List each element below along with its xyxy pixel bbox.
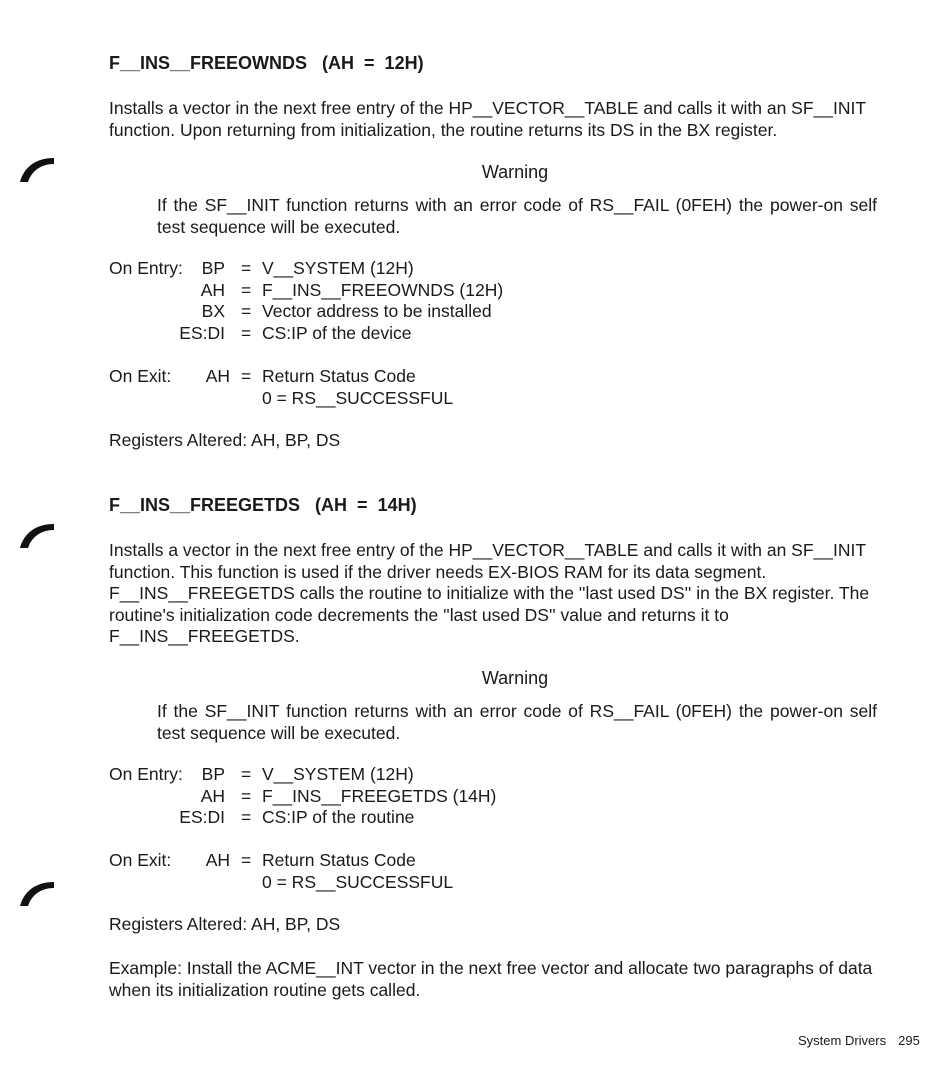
warning-text: If the SF__INIT function returns with an error code of RS__FAIL (0FEH) the power-on self test sequence will be executed. <box>157 195 877 237</box>
register-value: F__INS__FREEOWNDS (12H) <box>262 279 504 300</box>
register-name: BX <box>201 301 225 321</box>
on-entry-label: On Entry: <box>109 764 183 784</box>
register-value: 0 = RS__SUCCESSFUL <box>262 387 454 408</box>
register-value: Return Status Code <box>262 850 416 870</box>
equals-sign: = <box>241 785 252 806</box>
on-exit-label: On Exit: <box>109 850 172 870</box>
on-entry-label: On Entry: <box>109 258 183 278</box>
warning-title: Warning <box>481 162 549 182</box>
register-name: BP <box>201 764 225 784</box>
equals-sign: = <box>241 366 252 386</box>
register-value: F__INS__FREEGETDS (14H) <box>262 785 497 806</box>
equals-sign: = <box>241 258 252 278</box>
register-value: CS:IP of the routine <box>262 807 415 827</box>
section-title: F__INS__FREEGETDS (AH = 14H) <box>109 495 417 515</box>
section-description: Installs a vector in the next free entry of the HP__VECTOR__TABLE and calls it with an SF__INIT function. Upon returning from initialization, the routine returns its DS in the BX register. <box>109 98 866 140</box>
footer-section-name: System Drivers <box>798 1033 887 1048</box>
page-corner-mark-icon <box>18 879 56 907</box>
page-corner-mark-icon <box>18 521 56 549</box>
registers-altered: Registers Altered: AH, BP, DS <box>109 430 341 450</box>
page-footer <box>798 1033 920 1048</box>
register-name: AH <box>200 785 225 806</box>
registers-altered: Registers Altered: AH, BP, DS <box>109 914 341 934</box>
equals-sign: = <box>241 850 252 870</box>
register-value: CS:IP of the device <box>262 322 412 343</box>
register-value: Return Status Code <box>262 366 416 386</box>
section-description: Installs a vector in the next free entry of the HP__VECTOR__TABLE and calls it with an SF__INIT function. This function is used if the driver needs EX-BIOS RAM for its data segment. F__INS__FREEGETDS calls the routine to initialize with the ''last used DS'' in the BX register. The routine's initialization code decrements the ''last used DS'' value and returns it to F__INS__FREEGETDS. <box>109 540 870 646</box>
register-value: 0 = RS__SUCCESSFUL <box>262 871 454 892</box>
section-title: F__INS__FREEOWNDS (AH = 12H) <box>109 53 424 73</box>
equals-sign: = <box>241 764 252 784</box>
equals-sign: = <box>241 322 252 343</box>
register-name: AH <box>205 366 230 386</box>
warning-text: If the SF__INIT function returns with an error code of RS__FAIL (0FEH) the power-on self test sequence will be executed. <box>157 701 877 743</box>
equals-sign: = <box>241 807 252 827</box>
register-name: BP <box>201 258 225 278</box>
page-number: 295 <box>898 1033 920 1048</box>
register-name: AH <box>200 279 225 300</box>
register-value: V__SYSTEM (12H) <box>262 258 414 278</box>
register-value: Vector address to be installed <box>262 301 492 321</box>
register-name: AH <box>205 850 230 870</box>
register-value: V__SYSTEM (12H) <box>262 764 414 784</box>
register-name: ES:DI <box>179 322 225 343</box>
register-name: ES:DI <box>179 807 225 827</box>
example-text: Example: Install the ACME__INT vector in the next free vector and allocate two paragraphs of data when its initialization routine gets called. <box>109 958 873 1000</box>
on-exit-label: On Exit: <box>109 366 172 386</box>
equals-sign: = <box>241 279 252 300</box>
equals-sign: = <box>241 301 252 321</box>
warning-title: Warning <box>481 668 549 688</box>
